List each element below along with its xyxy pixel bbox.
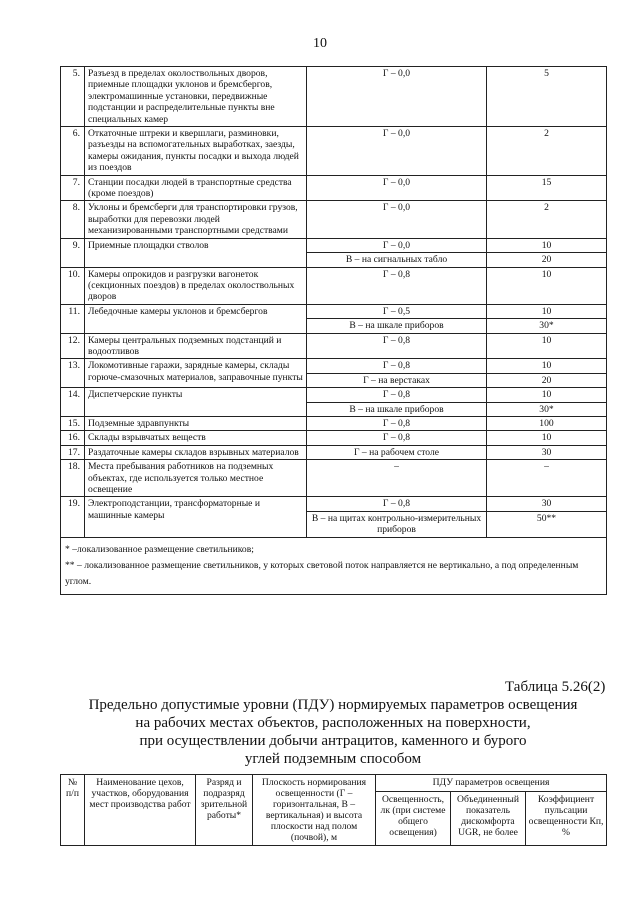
workplace-name: Места пребывания работников на подземных объектах, где используется только местное освещение xyxy=(85,460,307,497)
workplace-name: Камеры центральных подземных подстанций и водоотливов xyxy=(85,333,307,359)
illuminance-value: 15 xyxy=(487,175,607,201)
workplace-name: Приемные площадки стволов xyxy=(85,238,307,267)
norm-plane: В – на шкале приборов xyxy=(307,319,487,333)
norm-plane: Г – на рабочем столе xyxy=(307,445,487,459)
table-row xyxy=(61,238,607,252)
workplace-name: Разъезд в пределах околоствольных дворов, приемные площадки уклонов и бремсбергов, электромашинные установки, передвижные подстанции и распределительные пункты вне специальных камер xyxy=(85,67,307,127)
norm-plane: Г – 0,5 xyxy=(307,304,487,318)
norm-plane: Г – 0,8 xyxy=(307,359,487,373)
norm-plane: Г – 0,0 xyxy=(307,175,487,201)
illuminance-value: 50** xyxy=(487,511,607,537)
table-row xyxy=(61,460,607,497)
illuminance-value: 2 xyxy=(487,201,607,238)
row-number: 13. xyxy=(61,359,85,388)
row-number: 17. xyxy=(61,445,85,459)
title-line: при осуществлении добычи антрацитов, каменного и бурого xyxy=(139,733,527,749)
illuminance-value: 20 xyxy=(487,253,607,267)
table-row xyxy=(61,127,607,176)
note-line: * –локализованное размещение светильников; xyxy=(65,543,254,555)
norm-plane: Г – на верстаках xyxy=(307,373,487,387)
norm-plane: В – на шкале приборов xyxy=(307,402,487,416)
table-row xyxy=(61,445,607,459)
illuminance-value: 10 xyxy=(487,238,607,252)
title-line: углей подземным способом xyxy=(244,751,422,767)
norm-plane: Г – 0,8 xyxy=(307,267,487,304)
table-row xyxy=(61,388,607,402)
norm-plane: Г – 0,8 xyxy=(307,431,487,445)
norm-plane: – xyxy=(307,460,487,497)
row-number: 9. xyxy=(61,238,85,267)
norm-plane: В – на щитах контрольно-измерительных приборов xyxy=(307,511,487,537)
page-number: 10 xyxy=(313,36,327,51)
header-plane: Плоскость нормирования освещенности (Г – горизонтальная, В – вертикальная) и высота плоскости над полом (почвой), м xyxy=(253,775,376,846)
row-number: 15. xyxy=(61,416,85,430)
workplace-name: Уклоны и бремсберги для транспортировки грузов, выработки для перевозки людей механизированными транспортными средствами xyxy=(85,201,307,238)
illuminance-value: 20 xyxy=(487,373,607,387)
norm-plane: В – на сигнальных табло xyxy=(307,253,487,267)
surface-lighting-table-header xyxy=(60,774,607,846)
illuminance-value: 10 xyxy=(487,333,607,359)
norm-plane: Г – 0,0 xyxy=(307,201,487,238)
table-row xyxy=(61,67,607,127)
table-row xyxy=(61,267,607,304)
row-number: 10. xyxy=(61,267,85,304)
workplace-name: Подземные здравпункты xyxy=(85,416,307,430)
table-row xyxy=(61,175,607,201)
row-number: 8. xyxy=(61,201,85,238)
table-row xyxy=(61,497,607,511)
header-grade: Разряд и подразряд зрительной работы* xyxy=(196,775,253,846)
table-notes xyxy=(61,537,607,594)
illuminance-value: 2 xyxy=(487,127,607,176)
illuminance-value: 10 xyxy=(487,304,607,318)
title-line: на рабочих местах объектов, расположенных на поверхности, xyxy=(135,715,531,731)
row-number: 14. xyxy=(61,388,85,417)
illuminance-value: 30* xyxy=(487,319,607,333)
note-line: ** – локализованное размещение светильников, у которых световой поток направляется не вертикально, а под определенным углом. xyxy=(65,559,579,587)
row-number: 12. xyxy=(61,333,85,359)
header-group: ПДУ параметров освещения xyxy=(376,775,607,792)
table-row xyxy=(61,333,607,359)
header-pulsation: Коэффициент пульсации освещенности Кп, % xyxy=(526,792,607,846)
workplace-name: Камеры опрокидов и разгрузки вагонеток (секционных поездов) в пределах околоствольных дворов xyxy=(85,267,307,304)
row-number: 5. xyxy=(61,67,85,127)
notes-row xyxy=(61,537,607,594)
title-line: Предельно допустимые уровни (ПДУ) нормируемых параметров освещения xyxy=(88,697,578,713)
illuminance-value: – xyxy=(487,460,607,497)
illuminance-value: 10 xyxy=(487,267,607,304)
norm-plane: Г – 0,0 xyxy=(307,67,487,127)
table-row xyxy=(61,304,607,318)
header-num: № п/п xyxy=(61,775,85,846)
illuminance-value: 100 xyxy=(487,416,607,430)
table-title xyxy=(60,696,606,768)
norm-plane: Г – 0,8 xyxy=(307,388,487,402)
illuminance-value: 30 xyxy=(487,497,607,511)
workplace-name: Станции посадки людей в транспортные средства (кроме поездов) xyxy=(85,175,307,201)
table-label: Таблица 5.26(2) xyxy=(505,679,606,695)
norm-plane: Г – 0,0 xyxy=(307,127,487,176)
workplace-name: Локомотивные гаражи, зарядные камеры, склады горюче-смазочных материалов, заправочные пункты xyxy=(85,359,307,388)
norm-plane: Г – 0,0 xyxy=(307,238,487,252)
header-illuminance: Освещенность, лк (при системе общего освещения) xyxy=(376,792,451,846)
norm-plane: Г – 0,8 xyxy=(307,497,487,511)
row-number: 6. xyxy=(61,127,85,176)
table-row xyxy=(61,201,607,238)
row-number: 16. xyxy=(61,431,85,445)
table-row xyxy=(61,359,607,373)
row-number: 19. xyxy=(61,497,85,537)
illuminance-value: 30* xyxy=(487,402,607,416)
header-name: Наименование цехов, участков, оборудования мест производства работ xyxy=(85,775,196,846)
row-number: 18. xyxy=(61,460,85,497)
workplace-name: Откаточные штреки и квершлаги, разминовки, разъезды на вспомогательных выработках, заезды, камеры ожидания, пункты посадки и выхода людей из поездов xyxy=(85,127,307,176)
illuminance-value: 10 xyxy=(487,388,607,402)
workplace-name: Склады взрывчатых веществ xyxy=(85,431,307,445)
lighting-norms-table xyxy=(60,66,607,595)
workplace-name: Электроподстанции, трансформаторные и машинные камеры xyxy=(85,497,307,537)
header-ugr: Объединенный показатель дискомфорта UGR, не более xyxy=(451,792,526,846)
row-number: 11. xyxy=(61,304,85,333)
illuminance-value: 5 xyxy=(487,67,607,127)
row-number: 7. xyxy=(61,175,85,201)
norm-plane: Г – 0,8 xyxy=(307,416,487,430)
workplace-name: Раздаточные камеры складов взрывных материалов xyxy=(85,445,307,459)
illuminance-value: 10 xyxy=(487,431,607,445)
illuminance-value: 30 xyxy=(487,445,607,459)
workplace-name: Диспетчерские пункты xyxy=(85,388,307,417)
norm-plane: Г – 0,8 xyxy=(307,333,487,359)
workplace-name: Лебедочные камеры уклонов и бремсбергов xyxy=(85,304,307,333)
table-row xyxy=(61,416,607,430)
illuminance-value: 10 xyxy=(487,359,607,373)
table-row xyxy=(61,431,607,445)
